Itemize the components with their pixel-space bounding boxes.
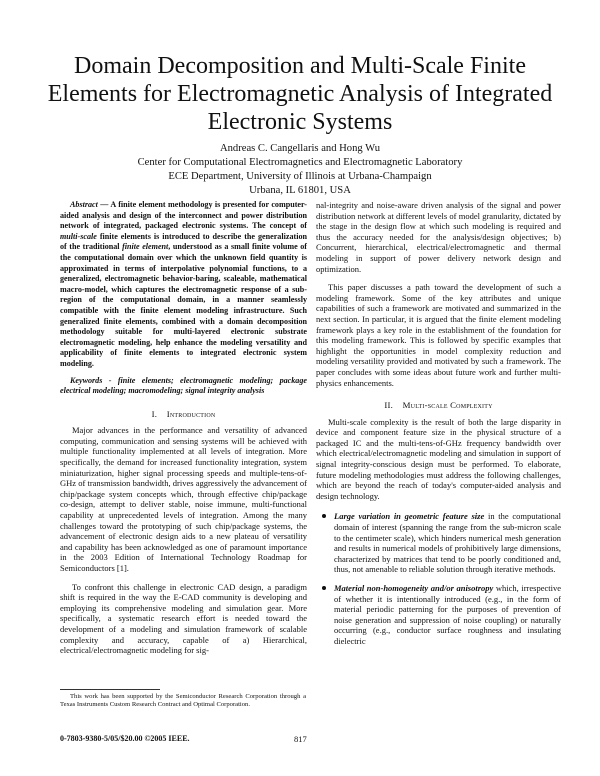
list-item [334,511,561,575]
bullet-icon [322,586,326,590]
bullet-text: which, irrespective of whether it is intentionally introduced (e.g., in the form of material periodic patterning for the purposes of prevention of noise generation and suppression of noise coupling) or naturally occurring (e.g., conductor surface roughness and insulating dielectric [334,583,561,646]
abstract [60,200,307,370]
section-number: I. [151,408,158,419]
footnote: This work has been supported by the Semiconductor Research Corporation through a Texas Instruments Custom Research Contract and Optimal Corporation. [60,693,306,709]
abstract-text-1: A finite element methodology is presented for computer-aided analysis and design of the interconnect and power distribution network of integrated, packaged electronic systems. The concept of [60,200,308,231]
affiliation-line-1: Center for Computational Electromagnetics and Electromagnetic Laboratory [137,157,463,168]
page-number: 817 [294,734,307,744]
keywords [60,376,307,397]
isbn-line: 0-7803-9380-5/05/$20.00 ©2005 IEEE. [60,734,190,743]
abstract-italic-1: multi-scale [60,231,97,241]
abstract-text-3: , understood as a small finite volume of the computational domain over which the unknown field quantity is approximated in terms of interpolative polynomial functions, to a generalized, electromagnetic behavior-baring, scaleable, mathematical macro-model, which captures the electromagnetic response of a sub-region of the computational domain, in a manner seamlessly compatible with the finite element modeling infrastructure. Such generalized finite elements, combined with a domain decomposition methodology suitable for multi-layered electronic substrate electromagnetic modeling, help enhance the modeling versatility and applicability of finite elements to integrated electronic system modeling. [60,242,307,368]
footnote-divider [60,689,160,690]
left-column [60,200,307,656]
section-title: Introduction [166,408,216,419]
section-title: Multi-scale Complexity [402,400,493,411]
intro-paragraph-3: This paper discusses a path toward the development of such a modeling framework. Some of the key attributes and unique capabilities of such a framework are motivated and summarized in the next section. In particular, it is argued that the finite element modeling framework plays a key role in the establishment of the foundation for this modeling framework. This is followed by specific examples that highlight the opportunities in model complexity reduction and modeling versatility provided and motivated by such a framework. The paper concludes with some ideas about future work and further multi-physics enhancements. [316,282,561,388]
bullet-icon [322,514,326,518]
keywords-label: Keywords [70,375,103,385]
abstract-text-2: finite elements is introduced to describe the generalization of the traditional [60,231,307,252]
affiliation-address: Urbana, IL 61801, USA [249,185,351,196]
right-column [316,200,561,655]
bullet-lead: Material non-homogeneity and/or anisotropy [334,583,494,593]
author-names: Andreas C. Cangellaris and Hong Wu [219,143,381,154]
author-block [40,142,560,198]
paper-title: Domain Decomposition and Multi-Scale Finite Elements for Electromagnetic Analysis of Integrated Electronic Systems [47,53,553,135]
bullet-text: in the computational domain of interest (spanning the range from the sub-micron scale to the centimeter scale), which hinders numerical mesh generation and results in numerical models of prohibitively large dimensions, characterized by matrices that tend to be poorly conditioned and, thus, not amenable to reliable solution through iterative methods. [334,511,561,575]
intro-paragraph-1: Major advances in the performance and versatility of advanced computing, communication and sensing systems will be achieved with multiple functionality implemented at all levels of integration. More specifically, the demand for increased functionality integration, system miniaturization, higher signal processing speeds and multiple-tens-of-GHz of transmission bandwidth, drives aggressively the advancement of chip/package system concepts which, through effective chip/package co-design, attempt to deliver stable, noise immune, multi-functional capability at unprecedented levels of integration. Among the many challenges toward the prototyping of such chip/package systems, the advancement of electronic design aids to a new plateau of versatility and capability has been acknowledged as one of paramount importance in the 2003 Edition of International Technology Roadmap for Semiconductors [1]. [60,425,307,573]
intro-paragraph-continued: nal-integrity and noise-aware driven analysis of the signal and power distribution network at different levels of model granularity, dictated by the stage in the design flow at which such modeling is required and thus the accuracy needed for the analysis/design objectives; b) Concurrent, hierarchical, electrical/electromagnetic and thermal modeling in support of power delivery network design and optimization. [316,200,561,274]
multiscale-paragraph-1: Multi-scale complexity is the result of both the large disparity in device and component feature size in the physical structure of a packaged IC and the multi-tens-of-GHz frequency bandwidth over which electrical/electromagnetic modeling and simulation in support of signal integrity-conscious design must be performed. To elaborate, future modeling methodologies must address the following challenges, which are beyond the reach of today's computer-aided analysis and design technology. [316,416,561,501]
intro-paragraph-2: To confront this challenge in electronic CAD design, a paradigm shift is required in the way the E-CAD community is developing and employing its comprehensive modeling and simulation gear. More specifically, a systematic research effort is needed toward the development of a modeling and simulation framework of scalable complexity and accuracy, capable of a) Hierarchical, electrical/electromagnetic modeling for sig- [60,581,307,656]
abstract-label: Abstract [70,200,98,209]
list-item [334,583,561,647]
bullet-lead: Large variation in geometric feature size [334,511,485,522]
section-heading-multiscale [316,400,561,411]
keywords-text: - finite elements; electromagnetic modeling; package electrical modeling; macromodeling; signal integrity analysis [60,375,307,396]
challenge-list [316,511,561,646]
section-heading-introduction [60,409,307,420]
affiliation-line-2: ECE Department, University of Illinois at Urbana-Champaign [168,171,432,182]
abstract-dash: — [97,200,111,209]
abstract-italic-2: finite element [122,242,169,252]
section-number: II. [384,400,394,411]
